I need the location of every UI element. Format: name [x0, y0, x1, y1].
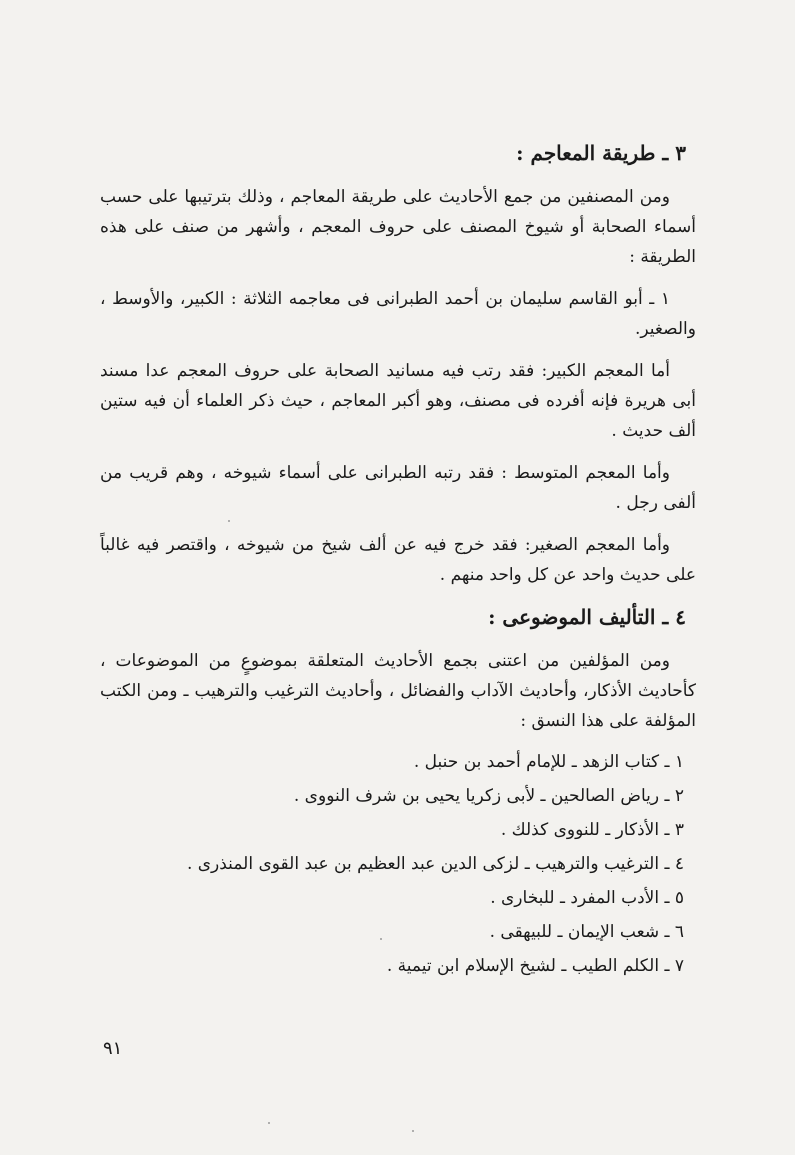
book-list	[100, 748, 696, 981]
paper-speck	[412, 1130, 414, 1132]
paragraph-mu-jam-kabir: أما المعجم الكبير: فقد رتب فيه مسانيد الصحابة على حروف المعجم عدا مسند أبى هريرة فإنه أفرده فى مصنف، وهو أكبر المعاجم ، حيث ذكر العلماء أن فيه ستين ألف حديث .	[100, 361, 696, 441]
list-item: ٥ ـ الأدب المفرد ـ للبخارى .	[490, 888, 684, 908]
page-content	[100, 138, 696, 986]
list-item: ٤ ـ الترغيب والترهيب ـ لزكى الدين عبد العظيم بن عبد القوى المنذرى .	[186, 854, 684, 874]
list-item: ٣ ـ الأذكار ـ للنووى كذلك .	[500, 820, 684, 840]
paper-speck	[380, 938, 382, 940]
paragraph-mu-jam-saghir: وأما المعجم الصغير: فقد خرج فيه عن ألف شيخ من شيوخه ، واقتصر فيه غالباً على حديث واحد عن كل واحد منهم .	[100, 535, 696, 585]
paragraph-intro-thematic: ومن المؤلفين من اعتنى بجمع الأحاديث المتعلقة بموضوعٍ من الموضوعات ، كأحاديث الأذكار، وأحاديث الآداب والفضائل ، وأحاديث الترغيب والترهيب ـ ومن الكتب المؤلفة على هذا النسق :	[100, 651, 696, 731]
paragraph-intro-mu-ajim: ومن المصنفين من جمع الأحاديث على طريقة المعاجم ، وذلك بترتيبها على حسب أسماء الصحابة أو شيوخ المصنف على حروف المعجم ، وأشهر من صنف على هذه الطريقة :	[100, 187, 696, 267]
list-item: ٢ ـ رياض الصالحين ـ لأبى زكريا يحيى بن شرف النووى .	[293, 786, 684, 806]
paragraph-mu-jam-awsat: وأما المعجم المتوسط : فقد رتبه الطبرانى على أسماء شيوخه ، وهم قريب من ألفى رجل .	[100, 463, 696, 513]
paper-speck	[268, 1122, 270, 1124]
list-item: ٦ ـ شعب الإيمان ـ للبيهقى .	[489, 922, 684, 942]
paper-speck	[228, 520, 230, 522]
paragraph-tabarani: ١ ـ أبو القاسم سليمان بن أحمد الطبرانى فى معاجمه الثلاثة : الكبير، والأوسط ، والصغير.	[100, 289, 696, 339]
section-heading-3: ٣ ـ طريقة المعاجم :	[516, 141, 686, 165]
list-item: ١ ـ كتاب الزهد ـ للإمام أحمد بن حنبل .	[413, 752, 684, 772]
list-item: ٧ ـ الكلم الطيب ـ لشيخ الإسلام ابن تيمية .	[386, 956, 684, 976]
section-heading-4: ٤ ـ التأليف الموضوعى :	[488, 605, 686, 629]
page-number: ٩١	[103, 1038, 123, 1059]
